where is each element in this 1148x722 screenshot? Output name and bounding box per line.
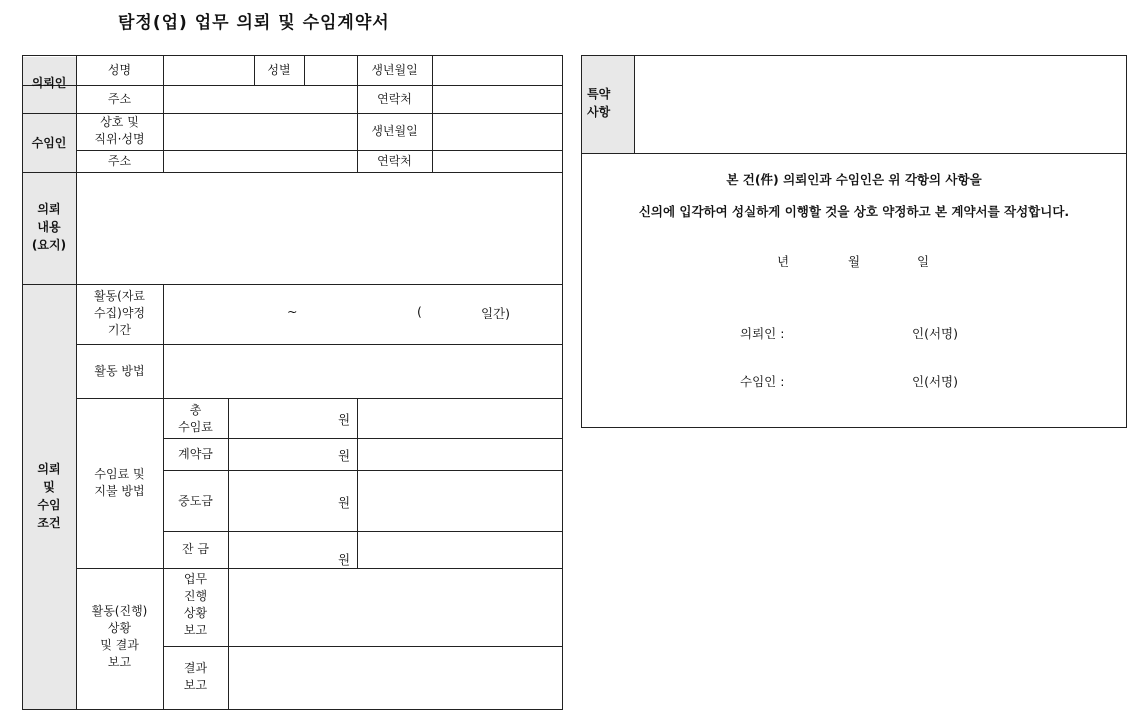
document-title: 탐정(업) 업무 의뢰 및 수임계약서	[118, 13, 390, 33]
address-label: 주소	[107, 92, 132, 106]
birth-label: 생년월일	[371, 63, 418, 77]
period-paren: (	[417, 304, 422, 319]
firm-name-label: 상호 및 직위·성명	[94, 115, 145, 146]
client-sign-label: 의뢰인 :	[740, 326, 785, 341]
period-label: 활동(자료 수집)약정 기간	[93, 289, 146, 337]
fee-total-label: 총 수임료	[178, 403, 213, 434]
agent-address-label: 주소	[107, 154, 132, 168]
client-section-label: 의뢰인	[31, 76, 67, 90]
agent-sign-label: 수임인 :	[740, 374, 785, 389]
period-tilde: ~	[287, 304, 298, 319]
contact-label: 연락처	[377, 92, 412, 106]
report-label: 활동(진행) 상황 및 결과 보고	[91, 604, 148, 669]
conditions-section-label: 의뢰 및 수임 조건	[37, 462, 61, 530]
fee-label: 수임료 및 지불 방법	[94, 467, 145, 498]
won-unit: 원	[338, 495, 351, 510]
date-day-label: 일	[917, 254, 930, 269]
date-month-label: 월	[848, 254, 861, 269]
agreement-line-2: 신의에 입각하여 성실하게 이행할 것을 상호 약정하고 본 계약서를 작성합니다.	[638, 204, 1070, 219]
client-seal-label: 인(서명)	[912, 326, 958, 341]
won-unit: 원	[338, 412, 351, 427]
fee-balance-label: 잔 금	[182, 542, 209, 556]
fee-deposit-label: 계약금	[178, 447, 213, 461]
agent-contact-label: 연락처	[377, 154, 412, 168]
agreement-border	[581, 55, 1127, 428]
fee-interim-label: 중도금	[178, 494, 213, 508]
won-unit: 원	[338, 448, 351, 463]
progress-report-label: 업무 진행 상황 보고	[183, 572, 208, 637]
special-terms-label: 특약 사항	[587, 87, 611, 119]
agent-birth-label: 생년월일	[371, 124, 418, 138]
period-days: 일간)	[481, 306, 511, 321]
method-label: 활동 방법	[94, 364, 145, 378]
gender-label: 성별	[267, 63, 291, 77]
agent-seal-label: 인(서명)	[912, 374, 958, 389]
won-unit: 원	[338, 552, 351, 567]
name-label: 성명	[107, 63, 132, 77]
agreement-line-1: 본 건(件) 의뢰인과 수임인은 위 각항의 사항을	[726, 172, 982, 187]
result-report-label: 결과 보고	[183, 661, 208, 692]
agent-section-label: 수임인	[31, 136, 67, 150]
date-year-label: 년	[777, 254, 790, 269]
request-section-label: 의뢰 내용 (요지)	[31, 202, 67, 252]
